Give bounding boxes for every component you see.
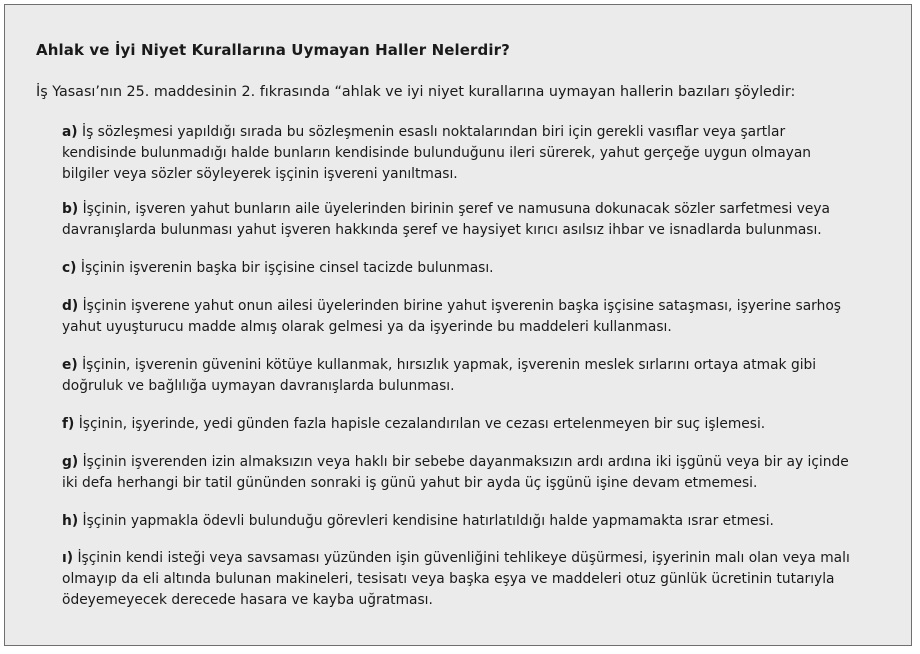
- list-item-c: c) İşçinin işverenin başka bir işçisine cinsel tacizde bulunması.: [62, 260, 494, 276]
- info-panel: [4, 4, 912, 646]
- list-item-g: g) İşçinin işverenden izin almaksızın veya haklı bir sebebe dayanmaksızın ardı ardına iki işgünü veya bir ay içinde iki defa herhangi bir tatil gününden sonraki iş günü yahut bir ayda üç işgünü işine devam etmemesi.: [62, 454, 849, 491]
- item-letter: a): [62, 124, 78, 140]
- list-item-i: ı) İşçinin kendi isteği veya savsaması yüzünden işin güvenliğini tehlikeye düşürmesi, işyerinin malı olan veya malı olmayıp da eli altında bulunan makineleri, tesisatı veya başka eşya ve maddeleri otuz günlük ücretinin tutarıyla ödeyemeyecek derecede hasara ve kayba uğratması.: [62, 550, 850, 608]
- item-letter: f): [62, 416, 75, 432]
- page-title: Ahlak ve İyi Niyet Kurallarına Uymayan Haller Nelerdir?: [36, 41, 510, 59]
- intro-text: İş Yasası’nın 25. maddesinin 2. fıkrasında “ahlak ve iyi niyet kurallarına uymayan hallerin bazıları şöyledir:: [36, 84, 796, 100]
- item-letter: ı): [62, 550, 74, 566]
- item-letter: d): [62, 298, 79, 314]
- item-letter: g): [62, 454, 79, 470]
- list-item-e: e) İşçinin, işverenin güvenini kötüye kullanmak, hırsızlık yapmak, işverenin meslek sırlarını ortaya atmak gibi doğruluk ve bağlılığa uymayan davranışlarda bulunması.: [62, 357, 817, 394]
- list-item-b: b) İşçinin, işveren yahut bunların aile üyelerinden birinin şeref ve namusuna dokunacak sözler sarfetmesi veya davranışlarda bulunması yahut işveren hakkında şeref ve haysiyet kırıcı asılsız ihbar ve isnadlarda bulunması.: [62, 201, 830, 238]
- item-letter: h): [62, 513, 79, 529]
- item-letter: c): [62, 260, 77, 276]
- list-item-h: h) İşçinin yapmakla ödevli bulunduğu görevleri kendisine hatırlatıldığı halde yapmamakta ısrar etmesi.: [62, 513, 774, 529]
- list-item-f: f) İşçinin, işyerinde, yedi günden fazla hapisle cezalandırılan ve cezası ertelenmeyen bir suç işlemesi.: [62, 416, 766, 432]
- item-letter: e): [62, 357, 78, 373]
- list-item-d: d) İşçinin işverene yahut onun ailesi üyelerinden birine yahut işverenin başka işçisine sataşması, işyerine sarhoş yahut uyuşturucu madde almış olarak gelmesi ya da işyerinde bu maddeleri kullanması.: [62, 298, 841, 335]
- item-letter: b): [62, 201, 79, 217]
- list-item-a: a) İş sözleşmesi yapıldığı sırada bu sözleşmenin esaslı noktalarından biri için gerekli vasıflar veya şartlar kendisinde bulunmadığı halde bunların kendisinde bulunduğunu ileri sürerek, yahut gerçeğe uygun olmayan bilgiler veya sözler söyleyerek işçinin işvereni yanıltması.: [62, 124, 812, 182]
